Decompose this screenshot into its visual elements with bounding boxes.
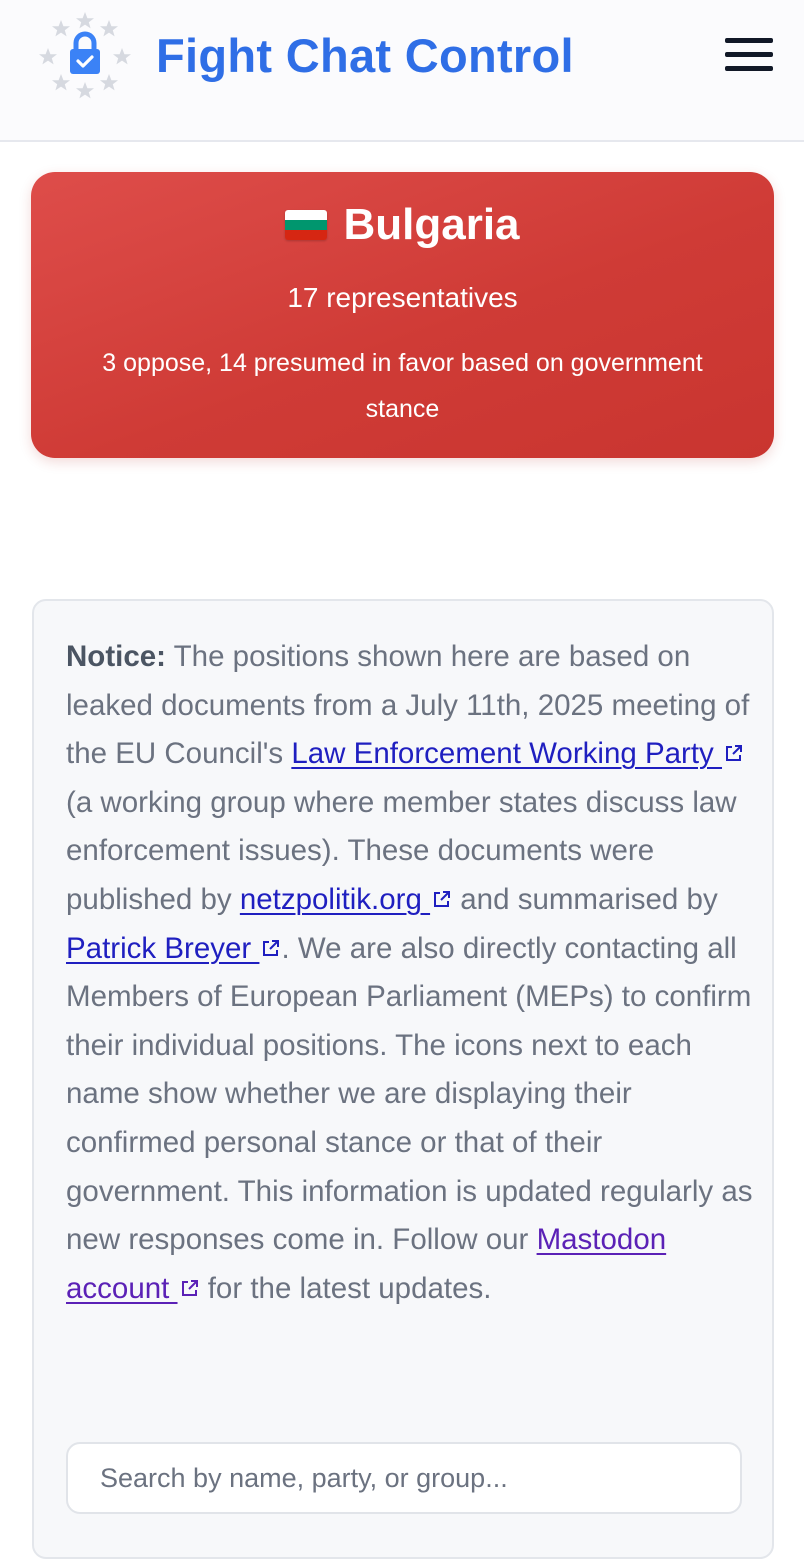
country-heading [31,200,774,250]
stance-summary: 3 oppose, 14 presumed in favor based on government stance [102,349,703,423]
external-link-icon [432,889,452,909]
notice-box [32,599,774,1559]
site-title[interactable]: Fight Chat Control [156,29,574,82]
bulgaria-flag-icon [285,210,327,240]
law-enforcement-working-party-link[interactable] [291,737,722,770]
site-header [0,0,804,142]
menu-bar [725,38,773,43]
external-link-icon [261,938,281,958]
notice-text-part: . We are also directly contacting all Members of European Parliament (MEPs) to confirm their individual positions. The icons next to each name show whether we are displaying their confirmed personal stance or that of their government. This information is updated regularly as new responses come in. Follow our [66,931,753,1257]
notice-text-part: (a working group where member states discuss law enforcement issues). These documents were published by [66,785,737,916]
search-input[interactable] [66,1442,742,1514]
link-label: netzpolitik.org [239,882,431,916]
link-label: Law Enforcement Working Party [291,737,723,771]
notice-text-part: The positions shown here are based on leaked documents from a July 11th, 2025 meeting of the EU Council's [66,640,750,771]
link-label: Mastodon account [66,1223,667,1305]
menu-bar [725,66,773,71]
external-link-icon [180,1278,200,1298]
representative-count: 17 representatives [287,282,518,313]
netzpolitik-link[interactable] [240,883,430,916]
country-name: Bulgaria [343,200,520,249]
notice-text-part: for the latest updates. [199,1271,492,1305]
link-label: Patrick Breyer [66,931,260,965]
country-summary-card [31,172,774,458]
eu-stars-lock-icon[interactable] [38,10,132,102]
patrick-breyer-link[interactable] [66,932,259,965]
menu-bar [725,52,773,57]
notice-text [66,633,756,1313]
notice-text-part: and summarised by [452,882,718,916]
external-link-icon [724,743,744,763]
hamburger-menu-button[interactable] [722,36,776,76]
notice-label: Notice: [66,640,166,673]
